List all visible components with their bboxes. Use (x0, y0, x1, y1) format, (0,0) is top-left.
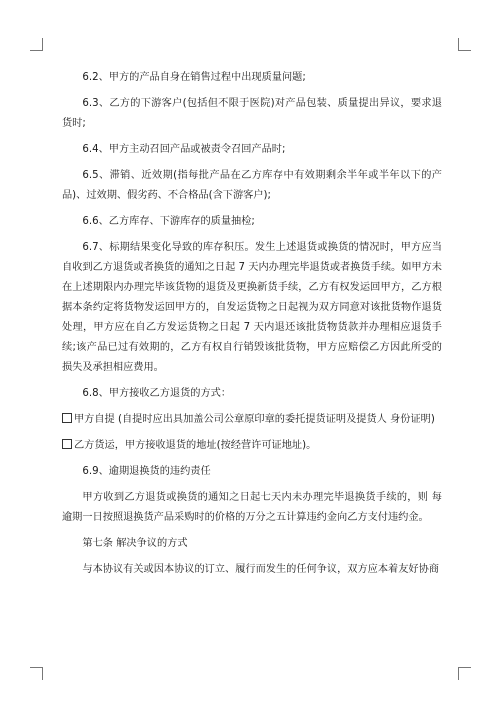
clause-6-7: 6.7、标期结果变化导致的库存积压。发生上述退货或换货的情况时，甲方应当自收到乙方退货或者换货的通知之日起 7 天内办理完毕退货或者换货手续。如甲方未在上述期限内办理完毕该货物的退货及更换新货手续，乙方有权发运回甲方，乙方根据本条约定将货物发运回甲方的，自发运货物之日起视为双方同意对该批货物作退货处理，甲方应在自乙方发运货物之日起 7 天内退还该批货物货款并办理相应退货手续;该产品已过有效期的，乙方有权自行销毁该批货物，甲方应赔偿乙方因此所受的损失及承担相应费用。 (62, 242, 442, 373)
checkbox-icon[interactable] (62, 439, 72, 449)
crop-mark-bottom-right (458, 667, 471, 680)
article-7-text: 与本协议有关或因本协议的订立、履行而发生的任何争议，双方应本着友好协商 (82, 564, 439, 575)
clause-6-4: 6.4、甲方主动召回产品或被责令召回产品时; (82, 144, 286, 155)
crop-mark-bottom-left (30, 667, 43, 680)
clause-6-2: 6.2、甲方的产品自身在销售过程中出现质量问题; (82, 72, 306, 83)
crop-mark-top-right (458, 38, 471, 51)
document-body (62, 68, 442, 586)
option-freight (62, 436, 442, 456)
option-freight-label: 乙方货运，甲方接收退货的地址(按经营许可证地址)。 (74, 440, 317, 451)
clause-6-5: 6.5、滞销、近效期(指每批产品在乙方库存中有效期剩余半年或半年以下的产品)、过效期、假劣药、不合格品(含下游客户); (62, 170, 442, 201)
clause-6-3: 6.3、乙方的下游客户(包括但不限于医院)对产品包装、质量提出异议，要求退货时; (62, 98, 442, 129)
clause-6-9-detail: 甲方收到乙方退货或换货的通知之日起七天内未办理完毕退换货手续的，则 每逾期一日按照退换货产品采购时的价格的万分之五计算违约金向乙方支付违约金。 (62, 492, 442, 523)
checkbox-icon[interactable] (62, 413, 72, 423)
article-7-heading: 第七条 解决争议的方式 (82, 538, 188, 549)
option-self-pickup-label: 甲方自提 (自提时应出具加盖公司公章原印章的委托提货证明及提货人 身份证明) (74, 414, 435, 425)
clause-6-8: 6.8、甲方接收乙方退货的方式： (82, 388, 232, 399)
clause-6-6: 6.6、乙方库存、下游库存的质量抽检; (82, 216, 255, 227)
option-self-pickup (62, 410, 442, 430)
clause-6-9: 6.9、逾期退换货的违约责任 (82, 466, 211, 477)
crop-mark-top-left (30, 38, 43, 51)
